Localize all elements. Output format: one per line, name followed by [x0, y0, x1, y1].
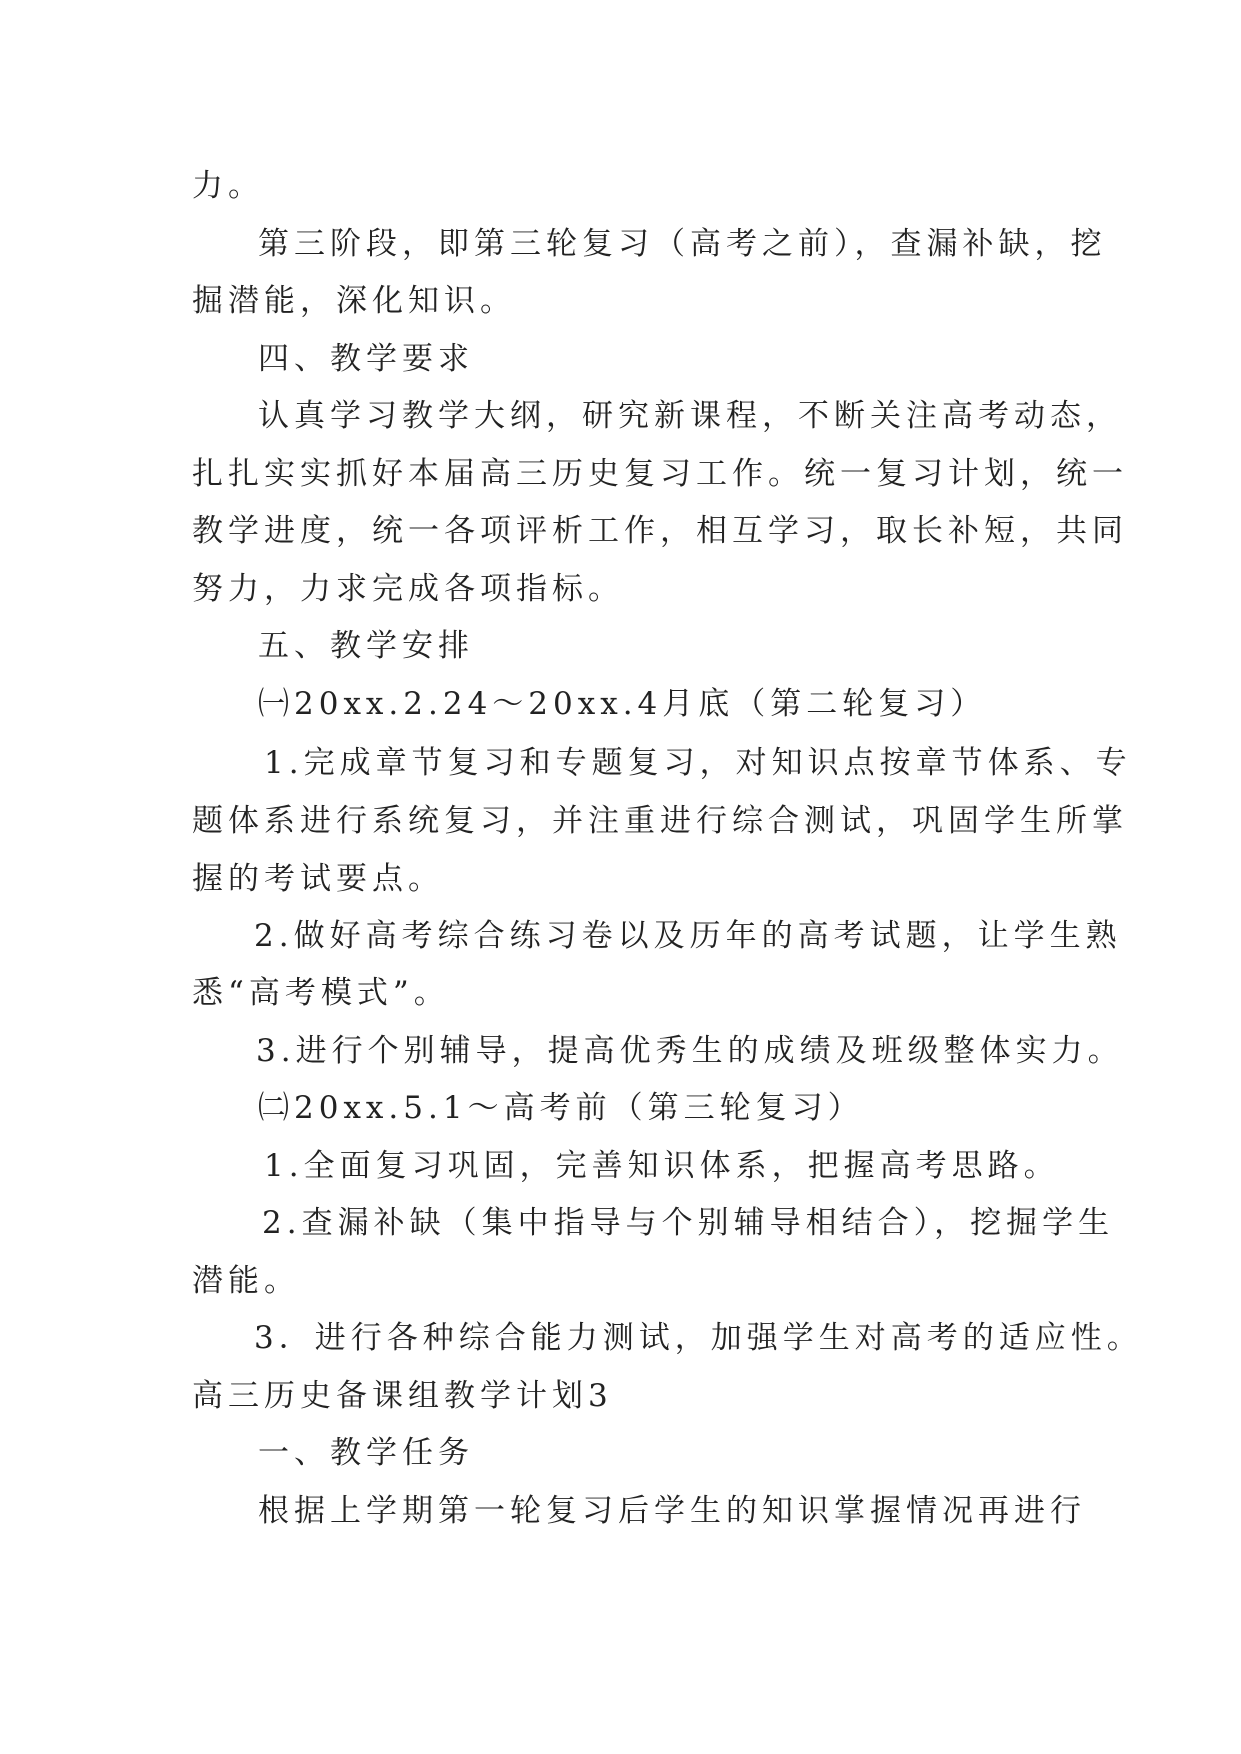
text-line: 悉“高考模式”。 — [192, 975, 450, 1011]
section-heading: 一、教学任务 — [258, 1435, 474, 1471]
list-item: 2.查漏补缺（集中指导与个别辅导相结合），挖掘学生 — [262, 1205, 1115, 1241]
text-line: 扎扎实实抓好本届高三历史复习工作。统一复习计划，统一 — [192, 456, 1128, 492]
list-item: 1.完成章节复习和专题复习，对知识点按章节体系、专 — [264, 745, 1132, 781]
list-item: 3．进行各种综合能力测试，加强学生对高考的适应性。 — [254, 1320, 1143, 1356]
text-line: 努力，力求完成各项指标。 — [192, 571, 624, 607]
list-item: 3.进行个别辅导，提高优秀生的成绩及班级整体实力。 — [256, 1033, 1124, 1069]
text-line: 题体系进行系统复习，并注重进行综合测试，巩固学生所掌 — [192, 803, 1128, 839]
list-item: 2.做好高考综合练习卷以及历年的高考试题，让学生熟 — [254, 918, 1122, 954]
document-title: 高三历史备课组教学计划3 — [192, 1378, 613, 1414]
text-line: 第三阶段，即第三轮复习（高考之前），查漏补缺，挖 — [258, 226, 1107, 262]
list-item: 1.全面复习巩固，完善知识体系，把握高考思路。 — [264, 1148, 1060, 1184]
text-line: 根据上学期第一轮复习后学生的知识掌握情况再进行 — [258, 1493, 1086, 1529]
subsection-heading: ㈡20xx.5.1～高考前（第三轮复习） — [258, 1090, 864, 1126]
text-line: 潜能。 — [192, 1263, 300, 1299]
subsection-heading: ㈠20xx.2.24～20xx.4月底（第二轮复习） — [258, 686, 987, 722]
text-line: 教学进度，统一各项评析工作，相互学习，取长补短，共同 — [192, 513, 1128, 549]
text-line: 认真学习教学大纲，研究新课程，不断关注高考动态， — [258, 398, 1122, 434]
section-heading: 五、教学安排 — [258, 628, 474, 664]
text-line: 力。 — [192, 168, 264, 204]
section-heading: 四、教学要求 — [258, 341, 474, 377]
text-line: 掘潜能，深化知识。 — [192, 283, 516, 319]
text-line: 握的考试要点。 — [192, 861, 444, 897]
